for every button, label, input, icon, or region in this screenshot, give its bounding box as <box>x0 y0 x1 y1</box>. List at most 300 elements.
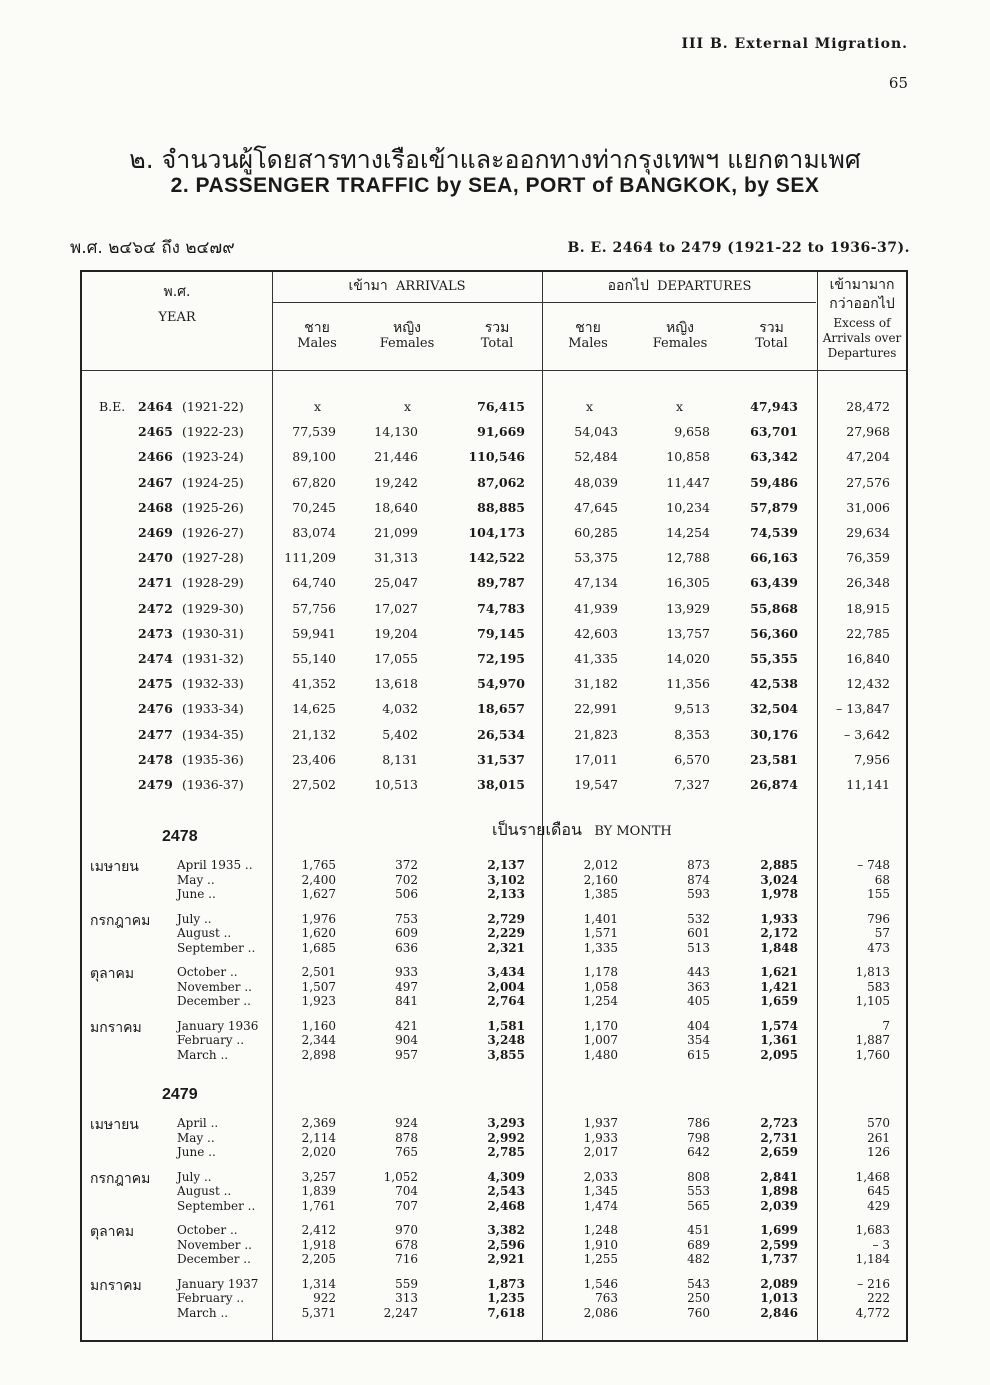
arrivals-males: 64,740 <box>292 575 336 591</box>
excess-value: 1,887 <box>855 1033 890 1047</box>
year-be: 2474 <box>138 651 173 666</box>
month-row <box>82 941 906 955</box>
departures-females: 14,254 <box>666 525 710 540</box>
departures-females: 9,658 <box>674 424 710 440</box>
arrivals-males: 5,371 <box>301 1305 336 1320</box>
month-row <box>82 1199 906 1213</box>
departures-females: 354 <box>687 1033 710 1047</box>
quarter-label: เมษายน <box>90 1117 139 1133</box>
month-label: May .. <box>177 872 215 887</box>
month-label: September .. <box>177 1198 256 1213</box>
quarter-label: มกราคม <box>90 1277 142 1294</box>
departures-females: x <box>675 399 683 414</box>
departures-total: 3,024 <box>760 872 798 887</box>
quarter-label: มกราคม <box>90 1019 142 1036</box>
arrivals-males: 2,205 <box>301 1252 336 1266</box>
departures-total: 2,846 <box>760 1305 798 1320</box>
departures-females: 11,447 <box>666 474 710 490</box>
departures-females: 9,513 <box>674 701 710 717</box>
arrivals-males: 1,685 <box>301 940 336 955</box>
year-ce: (1930-31) <box>182 625 244 641</box>
month-label: April .. <box>177 1116 219 1130</box>
month-label: February .. <box>177 1291 245 1305</box>
table-row <box>82 601 906 619</box>
departures-females: 10,858 <box>666 449 710 465</box>
year-section-label: 2479 <box>162 1086 198 1103</box>
month-label: June .. <box>177 887 216 901</box>
era-label: B.E. <box>99 399 126 414</box>
table-row <box>82 676 906 694</box>
departures-males: 1,058 <box>583 979 618 994</box>
departures-total: 2,723 <box>760 1116 798 1130</box>
departures-females: 482 <box>687 1252 710 1266</box>
departures-males: 60,285 <box>574 525 618 540</box>
departures-females: 443 <box>687 965 710 979</box>
departures-females: 593 <box>687 887 710 901</box>
departures-total: 1,013 <box>760 1291 798 1305</box>
year-be: 2475 <box>138 676 173 692</box>
table-row <box>82 500 906 518</box>
arrivals-total: 74,783 <box>477 600 525 616</box>
arrivals-males: 23,406 <box>292 751 336 767</box>
excess-value: 47,204 <box>846 449 890 465</box>
excess-value: 57 <box>874 926 890 940</box>
arrivals-females: 17,055 <box>374 651 418 666</box>
excess-value: 645 <box>867 1184 890 1198</box>
arrivals-males: 59,941 <box>292 625 336 641</box>
arrivals-males: 1,976 <box>301 911 336 926</box>
departures-total: 2,885 <box>760 858 798 872</box>
departures-females: 798 <box>687 1130 710 1145</box>
departures-total: 57,879 <box>750 499 798 515</box>
table-row <box>82 575 906 593</box>
arrivals-females: 372 <box>395 858 418 872</box>
departures-females: 10,234 <box>666 499 710 515</box>
month-row <box>82 1131 906 1145</box>
arrivals-females: 636 <box>395 940 418 955</box>
arrivals-males: 1,160 <box>301 1018 336 1033</box>
data-table <box>80 270 908 1342</box>
excess-value: 1,105 <box>855 994 890 1008</box>
departures-total: 1,978 <box>760 887 798 901</box>
month-row <box>82 965 906 979</box>
quarter-label: เมษายน <box>90 859 139 875</box>
arrivals-males: 21,132 <box>292 726 336 742</box>
month-row <box>82 858 906 872</box>
excess-value: – 3 <box>872 1237 890 1252</box>
excess-value: – 3,642 <box>843 726 890 742</box>
excess-value: 583 <box>867 979 890 994</box>
departures-total: 1,933 <box>760 911 798 926</box>
month-label: June .. <box>177 1145 216 1159</box>
arrivals-females: 609 <box>395 926 418 940</box>
arrivals-females: 678 <box>395 1237 418 1252</box>
arrivals-total: 1,235 <box>487 1291 525 1305</box>
excess-value: 429 <box>867 1198 890 1213</box>
arrivals-males: 1,923 <box>301 994 336 1008</box>
excess-value: 1,184 <box>855 1252 890 1266</box>
arrivals-total: 31,537 <box>477 751 525 767</box>
table-row <box>82 424 906 442</box>
departures-total: 1,699 <box>760 1223 798 1237</box>
arrivals-females: 13,618 <box>374 676 418 692</box>
departures-males: 42,603 <box>574 625 618 641</box>
arrivals-total: 2,921 <box>487 1252 525 1266</box>
arrivals-total: 2,992 <box>487 1130 525 1145</box>
month-label: October .. <box>177 1223 238 1237</box>
year-ce: (1922-23) <box>182 424 244 440</box>
arrivals-males: 1,314 <box>301 1276 336 1291</box>
departures-total: 2,039 <box>760 1198 798 1213</box>
departures-total: 55,355 <box>750 651 798 666</box>
departures-females: 13,757 <box>666 625 710 641</box>
year-ce: (1924-25) <box>182 474 244 490</box>
departures-males: 54,043 <box>574 424 618 440</box>
arrivals-males: 2,369 <box>301 1116 336 1130</box>
departures-males: 1,178 <box>583 965 618 979</box>
departures-males: 31,182 <box>574 676 618 692</box>
departures-total: 1,421 <box>760 979 798 994</box>
departures-males: 1,546 <box>583 1276 618 1291</box>
departures-total: 1,574 <box>760 1018 798 1033</box>
arrivals-females-header: หญิง Females <box>379 320 435 351</box>
arrivals-males: 2,412 <box>301 1223 336 1237</box>
table-row <box>82 626 906 644</box>
arrivals-males: 2,400 <box>301 872 336 887</box>
month-label: April 1935 .. <box>177 858 253 872</box>
excess-value: – 13,847 <box>836 701 890 717</box>
departures-total-header: รวม Total <box>755 320 788 351</box>
quarter-label: กรกฎาคม <box>90 912 151 929</box>
month-row <box>82 926 906 940</box>
departures-total: 74,539 <box>750 525 798 540</box>
excess-value: – 216 <box>857 1276 890 1291</box>
month-label: March .. <box>177 1047 229 1062</box>
arrivals-total: 2,596 <box>487 1237 525 1252</box>
year-be: 2476 <box>138 701 173 717</box>
excess-value: 68 <box>874 872 890 887</box>
year-be: 2473 <box>138 625 173 641</box>
departures-males: 1,474 <box>583 1198 618 1213</box>
arrivals-females: 14,130 <box>374 424 418 440</box>
section-title: III B. External Migration. <box>681 36 908 52</box>
departures-total: 2,089 <box>760 1276 798 1291</box>
excess-value: 28,472 <box>846 399 890 414</box>
departures-females: 760 <box>687 1305 710 1320</box>
excess-value: 27,968 <box>846 424 890 440</box>
arrivals-females: 957 <box>395 1047 418 1062</box>
arrivals-total: 2,543 <box>487 1184 525 1198</box>
departures-total: 1,621 <box>760 965 798 979</box>
month-row <box>82 1145 906 1159</box>
arrivals-males-header: ชาย Males <box>297 320 337 351</box>
departures-males: 21,823 <box>574 726 618 742</box>
arrivals-females: 18,640 <box>374 499 418 515</box>
arrivals-total: 142,522 <box>468 550 525 566</box>
departures-males: 2,017 <box>583 1145 618 1159</box>
year-be: 2466 <box>138 449 173 465</box>
year-be: 2472 <box>138 600 173 616</box>
page-number: 65 <box>888 74 908 92</box>
departures-total: 66,163 <box>750 550 798 566</box>
quarter-label: ตุลาคม <box>90 966 135 982</box>
excess-value: 29,634 <box>846 525 890 540</box>
arrivals-males: 57,756 <box>292 600 336 616</box>
year-ce: (1928-29) <box>182 575 244 591</box>
departures-females: 615 <box>687 1047 710 1062</box>
arrivals-females: 506 <box>395 887 418 901</box>
departures-total: 42,538 <box>750 676 798 692</box>
arrivals-total: 91,669 <box>477 424 525 440</box>
month-label: November .. <box>177 1237 252 1252</box>
table-row <box>82 651 906 669</box>
month-row <box>82 1170 906 1184</box>
arrivals-total-header: รวม Total <box>480 320 514 351</box>
departures-females: 513 <box>687 940 710 955</box>
departures-females: 808 <box>687 1169 710 1184</box>
arrivals-total: 2,764 <box>487 994 525 1008</box>
month-row <box>82 1238 906 1252</box>
excess-value: 1,468 <box>855 1169 890 1184</box>
arrivals-females: 313 <box>395 1291 418 1305</box>
period-english: B. E. 2464 to 2479 (1921-22 to 1936-37). <box>567 240 910 256</box>
month-label: August .. <box>177 1184 232 1198</box>
departures-males-header: ชาย Males <box>568 320 608 351</box>
departures-females: 642 <box>687 1145 710 1159</box>
month-row <box>82 1306 906 1320</box>
arrivals-females: 716 <box>395 1252 418 1266</box>
departures-total: 59,486 <box>750 474 798 490</box>
departures-females: 11,356 <box>666 676 710 692</box>
arrivals-females: 878 <box>395 1130 418 1145</box>
year-section-label: 2478 <box>162 828 198 845</box>
year-be: 2477 <box>138 726 173 742</box>
departures-total: 55,868 <box>750 600 798 616</box>
year-be: 2471 <box>138 575 173 591</box>
title-english: 2. PASSENGER TRAFFIC by SEA, PORT of BANGKOK, by SEX <box>170 174 820 197</box>
arrivals-males: 41,352 <box>292 676 336 692</box>
year-ce: (1934-35) <box>182 726 244 742</box>
year-ce: (1929-30) <box>182 600 244 616</box>
month-label: January 1936 <box>177 1018 259 1033</box>
month-label: January 1937 <box>177 1276 259 1291</box>
month-row <box>82 873 906 887</box>
excess-value: 473 <box>867 940 890 955</box>
month-label: July .. <box>177 911 212 926</box>
departures-males: 19,547 <box>574 777 618 792</box>
month-row <box>82 1184 906 1198</box>
table-row <box>82 752 906 770</box>
month-row <box>82 1291 906 1305</box>
arrivals-males: 55,140 <box>292 651 336 666</box>
table-row <box>82 701 906 719</box>
arrivals-females: 5,402 <box>382 726 418 742</box>
excess-value: 4,772 <box>855 1305 890 1320</box>
table-row <box>82 449 906 467</box>
excess-value: 18,915 <box>846 600 890 616</box>
departures-females: 873 <box>687 858 710 872</box>
departures-total: 2,095 <box>760 1047 798 1062</box>
departures-females-header: หญิง Females <box>652 320 708 351</box>
arrivals-header: เข้ามา ARRIVALS <box>348 278 466 294</box>
departures-males: 53,375 <box>574 550 618 566</box>
departures-total: 2,172 <box>760 926 798 940</box>
arrivals-females: 21,099 <box>374 525 418 540</box>
arrivals-males: 1,839 <box>301 1184 336 1198</box>
excess-value: 26,348 <box>846 575 890 591</box>
departures-males: 2,012 <box>583 858 618 872</box>
arrivals-total: 3,382 <box>487 1223 525 1237</box>
arrivals-total: 18,657 <box>477 701 525 717</box>
arrivals-females: 497 <box>395 979 418 994</box>
month-row <box>82 1252 906 1266</box>
excess-value: 16,840 <box>846 651 890 666</box>
arrivals-males: 1,765 <box>301 858 336 872</box>
departures-total: 1,659 <box>760 994 798 1008</box>
arrivals-total: 54,970 <box>477 676 525 692</box>
by-month-label: เป็นรายเดือน BY MONTH <box>492 820 672 839</box>
departures-males: 1,480 <box>583 1047 618 1062</box>
departures-females: 786 <box>687 1116 710 1130</box>
arrivals-females: 31,313 <box>374 550 418 566</box>
departures-females: 689 <box>687 1237 710 1252</box>
departures-females: 363 <box>687 979 710 994</box>
departures-males: 1,937 <box>583 1116 618 1130</box>
arrivals-females: 10,513 <box>374 777 418 792</box>
arrivals-females: 970 <box>395 1223 418 1237</box>
departures-females: 250 <box>687 1291 710 1305</box>
excess-value: 27,576 <box>846 474 890 490</box>
departures-males: 2,160 <box>583 872 618 887</box>
departures-females: 601 <box>687 926 710 940</box>
excess-header: เข้ามามาก กว่าออกไป Excess of Arrivals over Departures <box>822 277 902 360</box>
arrivals-females: 19,204 <box>374 625 418 641</box>
excess-value: 1,683 <box>855 1223 890 1237</box>
year-be: 2479 <box>138 777 173 792</box>
year-ce: (1926-27) <box>182 525 244 540</box>
excess-value: 12,432 <box>846 676 890 692</box>
excess-value: 7,956 <box>854 751 890 767</box>
month-row <box>82 1019 906 1033</box>
year-be: 2469 <box>138 525 173 540</box>
quarter-label: ตุลาคม <box>90 1224 135 1240</box>
arrivals-total: 3,434 <box>487 965 525 979</box>
year-be: 2465 <box>138 424 173 440</box>
year-ce: (1927-28) <box>182 550 244 566</box>
excess-value: – 748 <box>857 858 890 872</box>
month-row <box>82 1033 906 1047</box>
departures-males: 763 <box>595 1291 618 1305</box>
departures-males: 1,401 <box>583 911 618 926</box>
arrivals-females: 904 <box>395 1033 418 1047</box>
arrivals-total: 26,534 <box>477 726 525 742</box>
arrivals-males: 83,074 <box>292 525 336 540</box>
departures-total: 63,439 <box>750 575 798 591</box>
year-ce: (1931-32) <box>182 651 244 666</box>
arrivals-males: 2,114 <box>301 1130 336 1145</box>
arrivals-males: 922 <box>313 1291 336 1305</box>
arrivals-total: 3,855 <box>487 1047 525 1062</box>
departures-females: 405 <box>687 994 710 1008</box>
arrivals-total: 104,173 <box>468 525 525 540</box>
departures-total: 26,874 <box>750 777 798 792</box>
departures-females: 7,327 <box>674 777 710 792</box>
month-row <box>82 1277 906 1291</box>
departures-females: 8,353 <box>674 726 710 742</box>
departures-total: 2,731 <box>760 1130 798 1145</box>
arrivals-total: 1,873 <box>487 1276 525 1291</box>
arrivals-females: 2,247 <box>383 1305 418 1320</box>
departures-total: 32,504 <box>750 701 798 717</box>
excess-value: 11,141 <box>846 777 890 792</box>
year-be: 2470 <box>138 550 173 566</box>
arrivals-females: 753 <box>395 911 418 926</box>
arrivals-males: 1,620 <box>301 926 336 940</box>
month-row <box>82 912 906 926</box>
month-row <box>82 994 906 1008</box>
departures-females: 874 <box>687 872 710 887</box>
departures-males: 1,248 <box>583 1223 618 1237</box>
departures-females: 553 <box>687 1184 710 1198</box>
arrivals-females: 924 <box>395 1116 418 1130</box>
month-label: August .. <box>177 926 232 940</box>
arrivals-females: 17,027 <box>374 600 418 616</box>
arrivals-total: 3,293 <box>487 1116 525 1130</box>
month-label: December .. <box>177 1252 251 1266</box>
arrivals-females: 707 <box>395 1198 418 1213</box>
departures-males: 2,086 <box>583 1305 618 1320</box>
arrivals-males: 111,209 <box>284 550 336 566</box>
excess-value: 261 <box>867 1130 890 1145</box>
arrivals-total: 3,248 <box>487 1033 525 1047</box>
excess-value: 222 <box>867 1291 890 1305</box>
departures-total: 47,943 <box>750 399 798 414</box>
month-label: March .. <box>177 1305 229 1320</box>
arrivals-total: 3,102 <box>487 872 525 887</box>
departures-males: 47,645 <box>574 499 618 515</box>
month-label: December .. <box>177 994 251 1008</box>
arrivals-total: 38,015 <box>477 777 525 792</box>
departures-total: 1,737 <box>760 1252 798 1266</box>
arrivals-total: 88,885 <box>477 499 525 515</box>
departures-females: 6,570 <box>674 751 710 767</box>
year-be: 2468 <box>138 499 173 515</box>
month-row <box>82 1116 906 1130</box>
year-be: 2478 <box>138 751 173 767</box>
departures-males: 1,910 <box>583 1237 618 1252</box>
arrivals-females: x <box>403 399 411 414</box>
departures-males: 1,254 <box>583 994 618 1008</box>
arrivals-total: 2,137 <box>487 858 525 872</box>
departures-females: 14,020 <box>666 651 710 666</box>
excess-value: 155 <box>867 887 890 901</box>
arrivals-males: 77,539 <box>292 424 336 440</box>
arrivals-total: 76,415 <box>477 399 525 414</box>
year-ce: (1925-26) <box>182 499 244 515</box>
table-row <box>82 727 906 745</box>
arrivals-total: 110,546 <box>468 449 525 465</box>
excess-value: 7 <box>882 1018 890 1033</box>
excess-value: 76,359 <box>846 550 890 566</box>
departures-females: 13,929 <box>666 600 710 616</box>
departures-females: 565 <box>687 1198 710 1213</box>
excess-value: 796 <box>867 911 890 926</box>
arrivals-total: 72,195 <box>477 651 525 666</box>
arrivals-total: 2,229 <box>487 926 525 940</box>
departures-total: 2,659 <box>760 1145 798 1159</box>
departures-total: 63,342 <box>750 449 798 465</box>
arrivals-total: 89,787 <box>477 575 525 591</box>
